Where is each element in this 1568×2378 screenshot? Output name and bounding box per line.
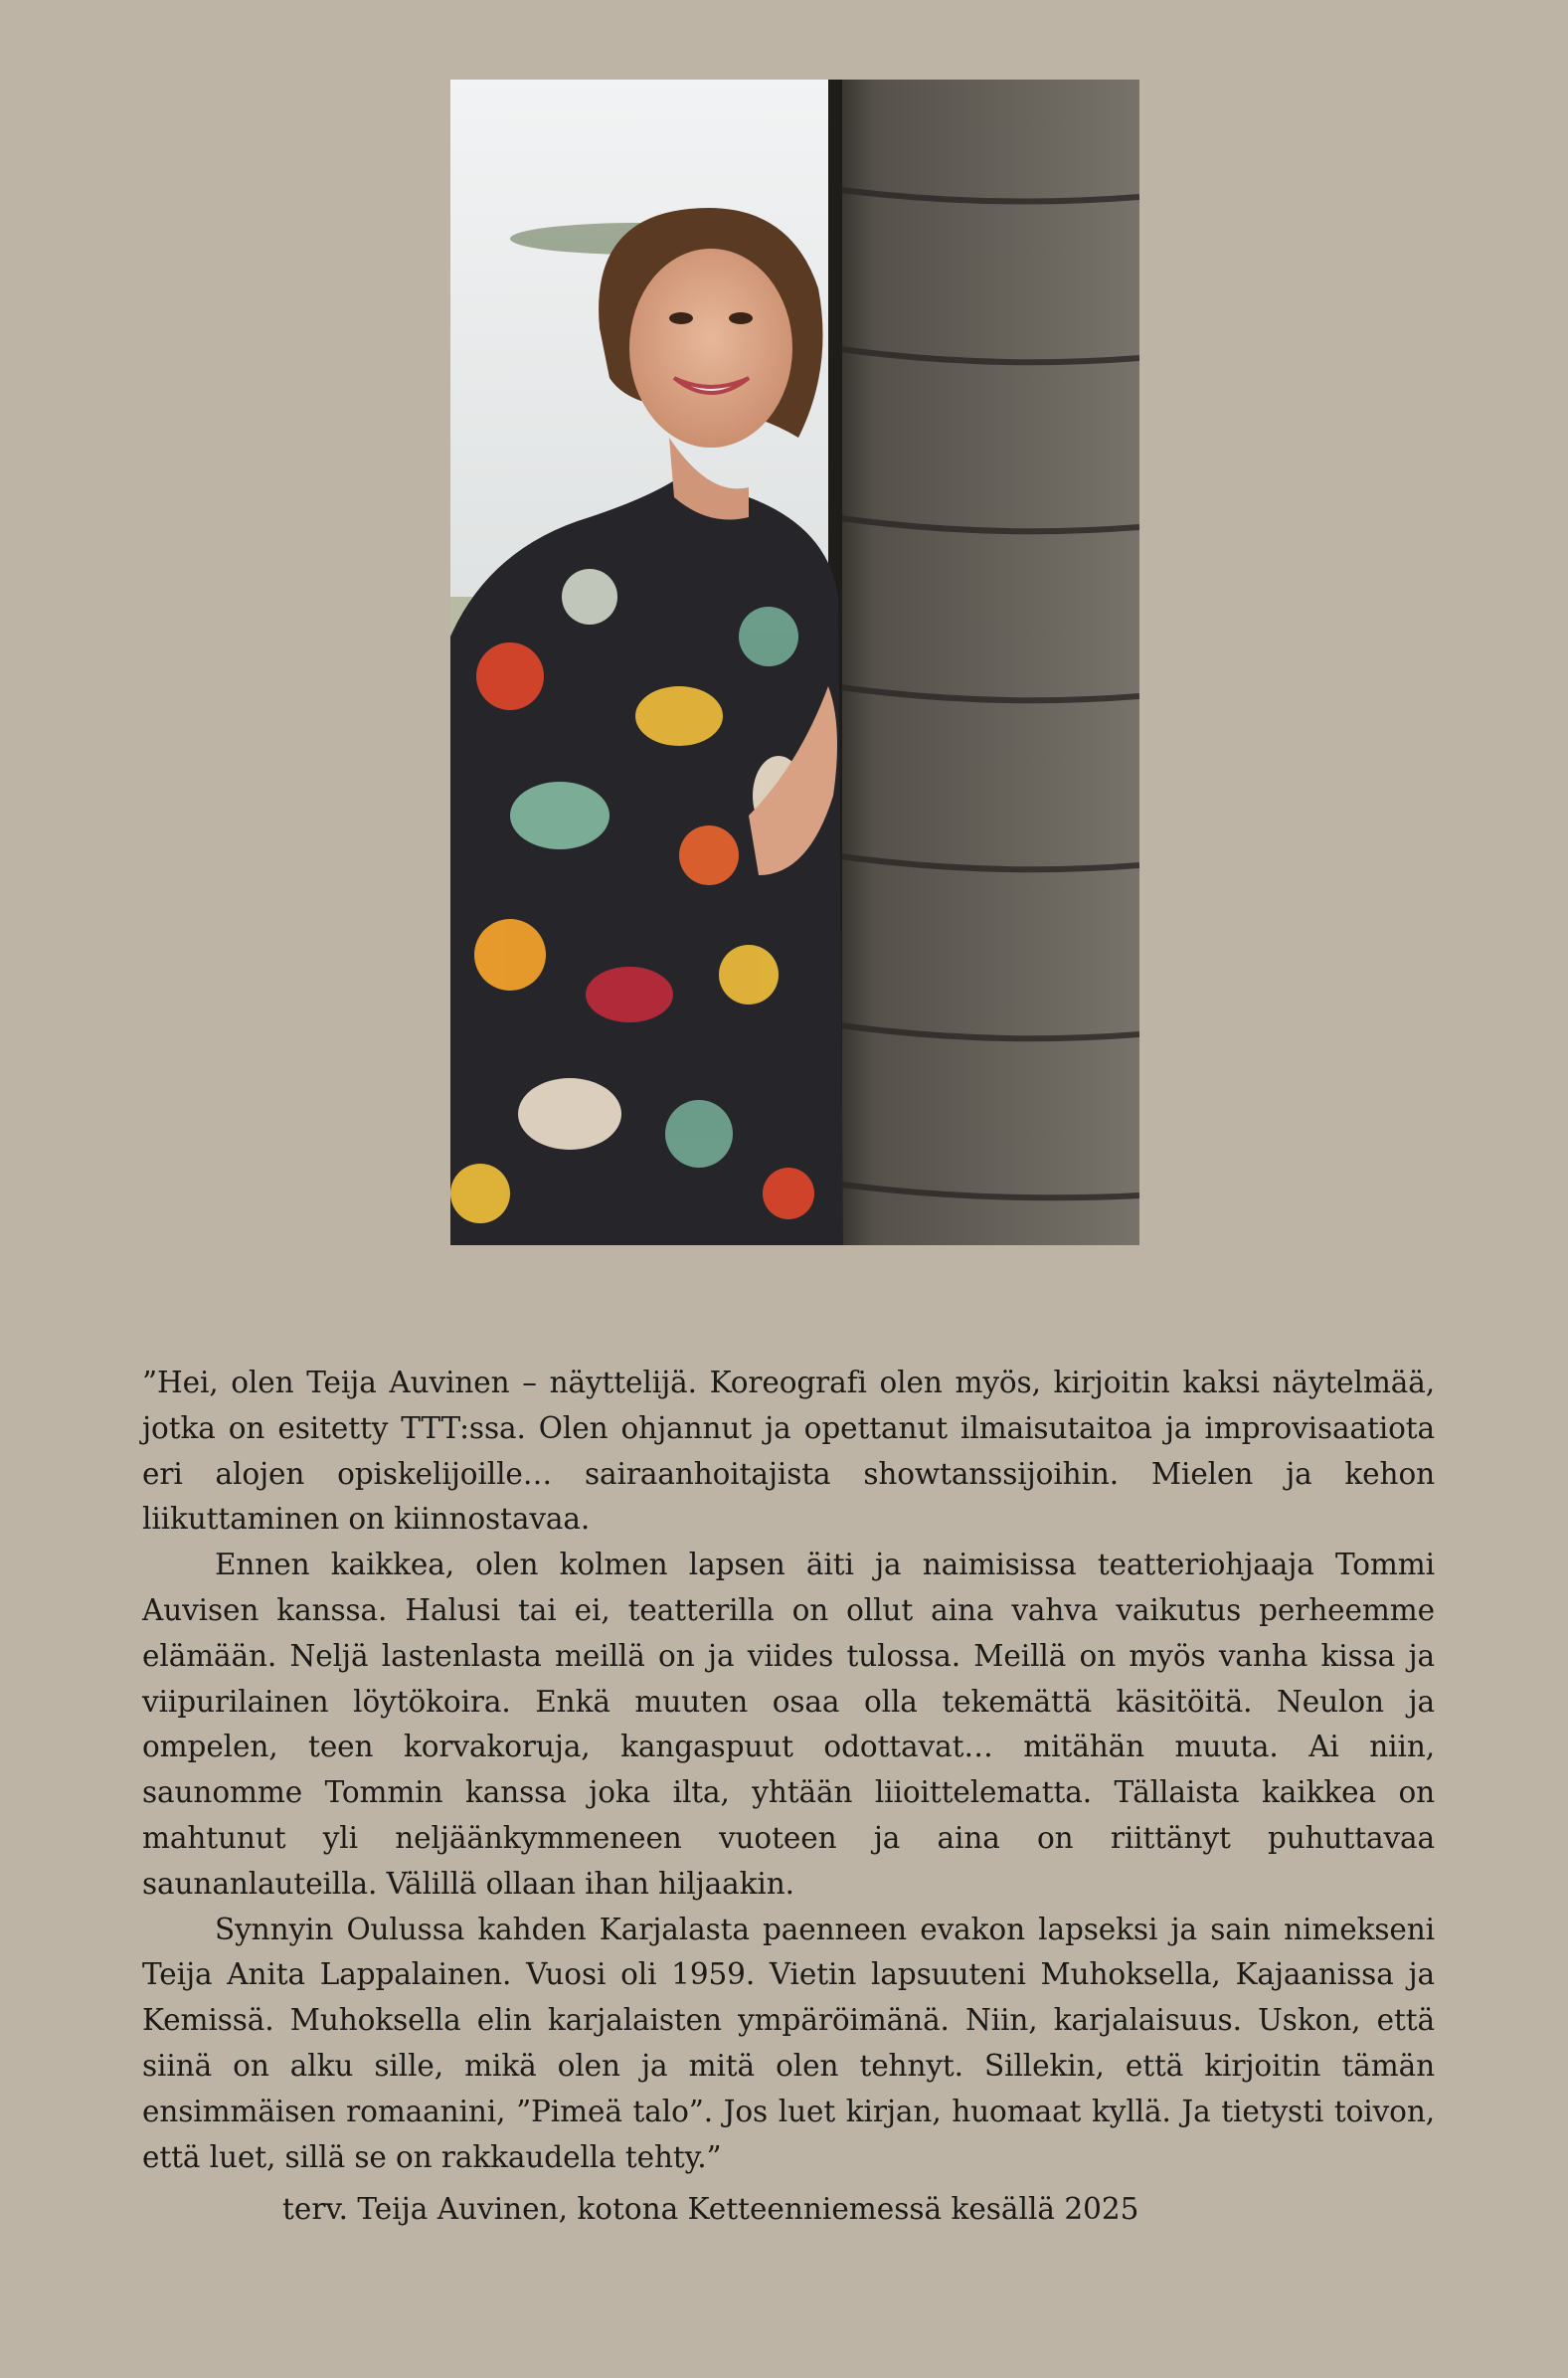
- author-signature: terv. Teija Auvinen, kotona Ketteenniemessä kesällä 2025: [282, 2192, 1139, 2226]
- bio-paragraph-3: Synnyin Oulussa kahden Karjalasta paenneen evakon lapseksi ja sain nimekseni Teija Anita Lappalainen. Vuosi oli 1959. Vietin lapsuuteni Muhoksella, Kajaanissa ja Kemissä. Muhoksella elin karjalaisten ympäröimänä. Niin, karjalaisuus. Uskon, että siinä on alku sille, mikä olen ja mitä olen tehnyt. Sillekin, että kirjoitin tämän ensimmäisen romaanini, ”Pimeä talo”. Jos luet kirjan, huomaat kyllä. Ja tietysti toivon, että luet, sillä se on rakkaudella tehty.”: [142, 1912, 1435, 2174]
- bio-paragraph-2: Ennen kaikkea, olen kolmen lapsen äiti ja naimisissa teatteriohjaaja Tommi Auvisen kanssa. Halusi tai ei, teatterilla on ollut aina vahva vaikutus perheemme elämään. Neljä lastenlasta meillä on ja viides tulossa. Meillä on myös vanha kissa ja viipurilainen löytökoira. Enkä muuten osaa olla tekemättä käsitöitä. Neulon ja ompelen, teen korvakoruja, kangaspuut odottavat… mitähän muuta. Ai niin, saunomme Tommin kanssa joka ilta, yhtään liioittelematta. Tällaista kaikkea on mahtunut yli neljäänkymmeneen vuoteen ja aina on riittänyt puhuttavaa saunanlauteilla. Välillä ollaan ihan hiljaakin.: [142, 1548, 1435, 1901]
- author-portrait-photo: [450, 80, 1139, 1245]
- portrait-illustration: [450, 80, 1139, 1245]
- bio-paragraph-1: ”Hei, olen Teija Auvinen – näyttelijä. Koreografi olen myös, kirjoitin kaksi näytelmää, jotka on esitetty TTT:ssa. Olen ohjannut ja opettanut ilmaisutaitoa ja improvisaatiota eri alojen opiskelijoille… sairaanhoitajista showtanssijoihin. Mielen ja kehon liikuttaminen on kiinnostavaa.: [142, 1366, 1435, 1537]
- author-bio: [142, 1361, 1435, 2180]
